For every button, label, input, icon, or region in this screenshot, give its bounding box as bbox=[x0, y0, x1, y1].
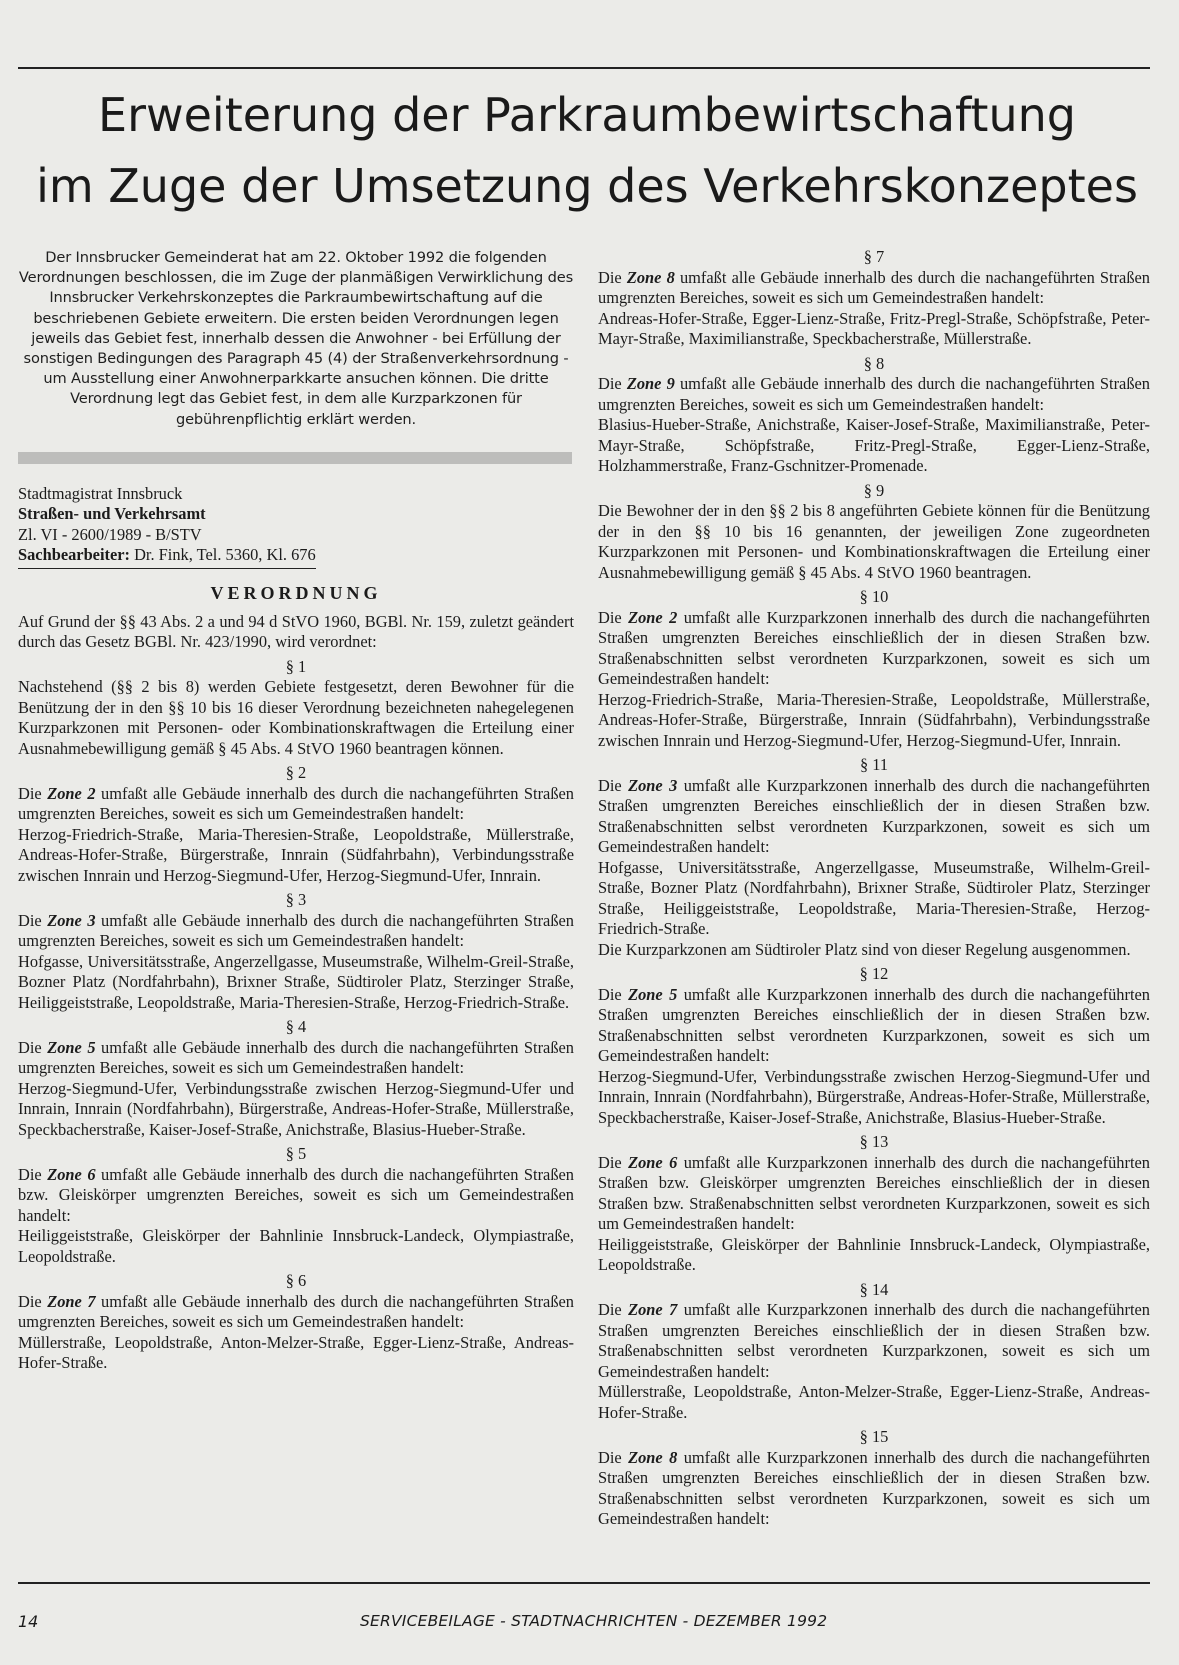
section-heading: § 10 bbox=[859, 587, 889, 606]
address-line-2: Straßen- und Verkehrsamt bbox=[18, 504, 206, 524]
section-text bbox=[598, 776, 1150, 858]
section-heading: § 3 bbox=[285, 890, 307, 910]
section-heading: § 1 bbox=[285, 656, 307, 676]
street-list: Herzog-Friedrich-Straße, Maria-Theresien-Straße, Leopoldstraße, Müllerstraße, Andreas-Hofer-Straße, Bürgerstraße, Innrain (Südfahrbahn), Verbindungsstraße zwischen Innrain und Herzog-Siegmund-Ufer, Herzog-Siegmund-Ufer, Innrain. bbox=[18, 824, 574, 885]
section-text bbox=[18, 1038, 574, 1079]
section-text: Nachstehend (§§ 2 bis 8) werden Gebiete festgesetzt, deren Bewohner für die Benützung der in den §§ 10 bis 16 dieser Verordnung bezeichneten nahegelegenen Kurzparkzonen mit Personen- oder Kombinationskraftwagen die Erteilung einer Ausnahmebewilligung gemäß § 45 Abs. 4 StVO 1960 beantragen können. bbox=[18, 677, 574, 758]
headline-line-2: im Zuge der Umsetzung des Verkehrskonzeptes bbox=[36, 159, 1138, 213]
zone-label: Zone 7 bbox=[47, 1291, 96, 1311]
section-text-pre: Die bbox=[598, 984, 629, 1004]
section-text-post: umfaßt alle Gebäude innerhalb des durch die nachangeführten Straßen umgrenzten Bereiches, soweit es sich um Gemeindestraßen handelt: bbox=[598, 374, 1150, 414]
case-officer-value: Dr. Fink, Tel. 5360, Kl. 676 bbox=[129, 545, 316, 565]
ordinance-title: VERORDNUNG bbox=[210, 582, 382, 603]
zone-label: Zone 5 bbox=[47, 1037, 96, 1057]
zone-label: Zone 2 bbox=[47, 783, 96, 803]
street-list: Herzog-Siegmund-Ufer, Verbindungsstraße zwischen Herzog-Siegmund-Ufer und Innrain, Innrain (Nordfahrbahn), Bürgerstraße, Andreas-Hofer-Straße, Müllerstraße, Speckbacherstraße, Kaiser-Josef-Straße, Anichstraße, Blasius-Hueber-Straße. bbox=[598, 1066, 1150, 1127]
section-heading: § 5 bbox=[285, 1144, 307, 1164]
section-text-pre: Die bbox=[18, 1164, 48, 1184]
street-list: Müllerstraße, Leopoldstraße, Anton-Melzer-Straße, Egger-Lienz-Straße, Andreas-Hofer-Straße. bbox=[598, 1382, 1150, 1422]
section-text bbox=[598, 374, 1150, 415]
section-text bbox=[18, 1165, 574, 1227]
top-rule bbox=[18, 67, 1150, 69]
section-text-post: umfaßt alle Gebäude innerhalb des durch die nachangeführten Straßen umgrenzten Bereiches, soweit es sich um Gemeindestraßen handelt: bbox=[18, 783, 574, 824]
zone-label: Zone 3 bbox=[628, 775, 678, 795]
section-text-pre: Die bbox=[598, 1152, 629, 1172]
zone-label: Zone 7 bbox=[628, 1300, 678, 1319]
office-address bbox=[18, 484, 316, 569]
street-list: Blasius-Hueber-Straße, Anichstraße, Kaiser-Josef-Straße, Maximilianstraße, Peter-Mayr-Straße, Schöpfstraße, Fritz-Pregl-Straße, Egger-Lienz-Straße, Holzhammerstraße, Franz-Gschnitzer-Promenade. bbox=[598, 415, 1150, 475]
right-column bbox=[598, 247, 1150, 1530]
intro-paragraph: Der Innsbrucker Gemeinderat hat am 22. Oktober 1992 die folgenden Verordnungen beschlossen, die im Zuge der planmäßigen Verwirklichung des Innsbrucker Verkehrskonzeptes die Parkraumbewirtschaftung auf die beschriebenen Gebiete erweitern. Die ersten beiden Verordnungen legen jeweils das Gebiet fest, innerhalb dessen die Anwohner - bei Erfüllung der sonstigen Bedingungen des Paragraph 45 (4) der Straßenverkehrsordnung - um Ausstellung einer Anwohnerparkkarte ansuchen können. Die dritte Verordnung legt das Gebiet fest, in dem alle Kurzparkzonen für gebührenpflichtig erklärt werden. bbox=[18, 249, 574, 428]
section-text-pre: Die bbox=[18, 910, 48, 930]
section-heading: § 6 bbox=[285, 1271, 307, 1291]
section-text-post: umfaßt alle Gebäude innerhalb des durch die nachangeführten Straßen bzw. Gleiskörper umgrenzten Bereiches, soweit es sich um Gemeindestraßen handelt: bbox=[18, 1164, 574, 1225]
section-heading: § 8 bbox=[863, 353, 885, 373]
section-text bbox=[18, 911, 574, 952]
section-heading: § 14 bbox=[859, 1279, 889, 1299]
preamble: Auf Grund der §§ 43 Abs. 2 a und 94 d StVO 1960, BGBl. Nr. 159, zuletzt geändert durch das Gesetz BGBl. Nr. 423/1990, wird verordnet: bbox=[18, 611, 574, 652]
address-line-1: Stadtmagistrat Innsbruck bbox=[18, 483, 183, 503]
section-text-post: umfaßt alle Gebäude innerhalb des durch die nachangeführten Straßen umgrenzten Bereiches, soweit es sich um Gemeindestraßen handelt: bbox=[18, 910, 574, 951]
section-text bbox=[598, 608, 1150, 690]
section-text-post: umfaßt alle Kurzparkzonen innerhalb des durch die nachangeführten Straßen umgrenzten Bereiches einschließlich der in diesen Straßen bzw. Straßenabschnitten selbst verordneten Kurzparkzonen, soweit es sich um Gemeindestraßen handelt: bbox=[598, 1300, 1150, 1381]
section-text-pre: Die bbox=[598, 1447, 629, 1467]
section-heading: § 9 bbox=[863, 480, 885, 500]
street-list: Andreas-Hofer-Straße, Egger-Lienz-Straße, Fritz-Pregl-Straße, Schöpfstraße, Peter-Mayr-Straße, Maximilianstraße, Speckbacherstraße, Müllerstraße. bbox=[598, 308, 1150, 348]
separator-bar bbox=[18, 452, 572, 464]
section-text bbox=[598, 1448, 1150, 1530]
section-text-post: umfaßt alle Kurzparkzonen innerhalb des durch die nachangeführten Straßen umgrenzten Bereiches einschließlich der in diesen Straßen bzw. Straßenabschnitten selbst verordneten Kurzparkzonen, soweit es sich um Gemeindestraßen handelt: bbox=[598, 775, 1150, 856]
section-heading: § 4 bbox=[285, 1017, 307, 1037]
street-list: Müllerstraße, Leopoldstraße, Anton-Melzer-Straße, Egger-Lienz-Straße, Andreas-Hofer-Straße. bbox=[18, 1332, 574, 1373]
section-text-pre: Die bbox=[598, 607, 629, 627]
zone-label: Zone 6 bbox=[47, 1164, 96, 1184]
section-text-pre: Die bbox=[598, 267, 627, 287]
section-text-post: umfaßt alle Gebäude innerhalb des durch die nachangeführten Straßen umgrenzten Bereiches, soweit es sich um Gemeindestraßen handelt: bbox=[18, 1291, 574, 1332]
zone-label: Zone 3 bbox=[47, 910, 96, 930]
section-heading: § 13 bbox=[859, 1132, 889, 1151]
street-list: Heiliggeiststraße, Gleiskörper der Bahnlinie Innsbruck-Landeck, Olympiastraße, Leopoldstraße. bbox=[18, 1226, 574, 1266]
address-line-3: Zl. VI - 2600/1989 - B/STV bbox=[18, 524, 202, 544]
zone-label: Zone 8 bbox=[626, 267, 675, 287]
section-note: Die Kurzparkzonen am Südtiroler Platz sind von dieser Regelung ausgenommen. bbox=[598, 939, 1131, 959]
section-text-pre: Die bbox=[598, 374, 627, 393]
zone-label: Zone 2 bbox=[628, 607, 678, 627]
section-heading: § 15 bbox=[859, 1427, 889, 1446]
zone-label: Zone 9 bbox=[626, 374, 675, 393]
page-number: 14 bbox=[18, 1612, 39, 1631]
publication-footer: SERVICEBEILAGE - STADTNACHRICHTEN - DEZEMBER 1992 bbox=[360, 1612, 828, 1630]
street-list: Heiliggeiststraße, Gleiskörper der Bahnlinie Innsbruck-Landeck, Olympiastraße, Leopoldstraße. bbox=[598, 1234, 1150, 1274]
section-text-pre: Die bbox=[18, 783, 48, 803]
address-line-4 bbox=[18, 545, 316, 566]
zone-label: Zone 5 bbox=[628, 984, 678, 1004]
section-text: Die Bewohner der in den §§ 2 bis 8 angeführten Gebiete können für die Benützung der in den §§ 10 bis 16 genannten, der jeweiligen Zone zugeordneten Kurzparkzonen mit Personen- und Kombinationskraftwagen die Erteilung einer Ausnahmebewilligung gemäß § 45 Abs. 4 StVO 1960 beantragen. bbox=[598, 501, 1150, 582]
section-text-post: umfaßt alle Kurzparkzonen innerhalb des durch die nachangeführten Straßen bzw. Gleiskörper umgrenzten Bereiches einschließlich der in diesen Straßen bzw. Straßenabschnitten selbst verordneten Kurzparkzonen, soweit es sich um Gemeindestraßen handelt: bbox=[598, 1152, 1150, 1233]
section-text-post: umfaßt alle Kurzparkzonen innerhalb des durch die nachangeführten Straßen umgrenzten Bereiches einschließlich der in diesen Straßen bzw. Straßenabschnitten selbst verordneten Kurzparkzonen, soweit es sich um Gemeindestraßen handelt: bbox=[598, 1447, 1150, 1528]
zone-label: Zone 8 bbox=[628, 1447, 678, 1467]
section-text bbox=[598, 1153, 1150, 1235]
section-text bbox=[18, 1292, 574, 1333]
section-text bbox=[598, 985, 1150, 1067]
section-text-pre: Die bbox=[18, 1291, 48, 1311]
section-text bbox=[598, 268, 1150, 309]
zone-label: Zone 6 bbox=[628, 1152, 678, 1172]
street-list: Herzog-Siegmund-Ufer, Verbindungsstraße zwischen Herzog-Siegmund-Ufer und Innrain, Innrain (Nordfahrbahn), Bürgerstraße, Andreas-Hofer-Straße, Müllerstraße, Speckbacherstraße, Kaiser-Josef-Straße, Anichstraße, Blasius-Hueber-Straße. bbox=[18, 1078, 574, 1139]
bottom-rule bbox=[18, 1582, 1150, 1584]
street-list: Herzog-Friedrich-Straße, Maria-Theresien-Straße, Leopoldstraße, Müllerstraße, Andreas-Hofer-Straße, Bürgerstraße, Innrain (Südfahrbahn), Verbindungsstraße zwischen Innrain und Herzog-Siegmund-Ufer, Herzog-Siegmund-Ufer, Innrain. bbox=[598, 689, 1150, 750]
section-text-pre: Die bbox=[18, 1037, 48, 1057]
headline bbox=[18, 80, 1156, 222]
street-list: Hofgasse, Universitätsstraße, Angerzellgasse, Museumstraße, Wilhelm-Greil-Straße, Bozner Platz (Nordfahrbahn), Brixner Straße, Südtiroler Platz, Sterzinger Straße, Heiliggeiststraße, Leopoldstraße, Maria-Theresien-Straße, Herzog-Friedrich-Straße. bbox=[598, 857, 1150, 938]
headline-line-1: Erweiterung der Parkraumbewirtschaftung bbox=[98, 88, 1076, 142]
section-heading: § 2 bbox=[285, 763, 307, 783]
section-text-pre: Die bbox=[598, 1300, 629, 1319]
left-column bbox=[18, 248, 574, 1374]
section-text-post: umfaßt alle Kurzparkzonen innerhalb des durch die nachangeführten Straßen umgrenzten Bereiches einschließlich der in diesen Straßen bzw. Straßenabschnitten selbst verordneten Kurzparkzonen, soweit es sich um Gemeindestraßen handelt: bbox=[598, 607, 1150, 688]
section-text-post: umfaßt alle Gebäude innerhalb des durch die nachangeführten Straßen umgrenzten Bereiches, soweit es sich um Gemeindestraßen handelt: bbox=[18, 1037, 574, 1078]
section-text-post: umfaßt alle Gebäude innerhalb des durch die nachangeführten Straßen umgrenzten Bereiches, soweit es sich um Gemeindestraßen handelt: bbox=[598, 267, 1150, 307]
section-text-post: umfaßt alle Kurzparkzonen innerhalb des durch die nachangeführten Straßen umgrenzten Bereiches einschließlich der in diesen Straßen bzw. Straßenabschnitten selbst verordneten Kurzparkzonen, soweit es sich um Gemeindestraßen handelt: bbox=[598, 984, 1150, 1065]
case-officer-label: Sachbearbeiter: bbox=[18, 545, 130, 565]
street-list: Hofgasse, Universitätsstraße, Angerzellgasse, Museumstraße, Wilhelm-Greil-Straße, Bozner Platz (Nordfahrbahn), Brixner Straße, Südtiroler Platz, Sterzinger Straße, Heiliggeiststraße, Leopoldstraße, Maria-Theresien-Straße, Herzog-Friedrich-Straße. bbox=[18, 951, 574, 1012]
section-heading: § 7 bbox=[863, 247, 885, 266]
section-text bbox=[598, 1300, 1150, 1382]
section-heading: § 11 bbox=[859, 755, 889, 774]
section-heading: § 12 bbox=[859, 964, 889, 983]
section-text-pre: Die bbox=[598, 775, 629, 795]
section-text bbox=[18, 784, 574, 825]
